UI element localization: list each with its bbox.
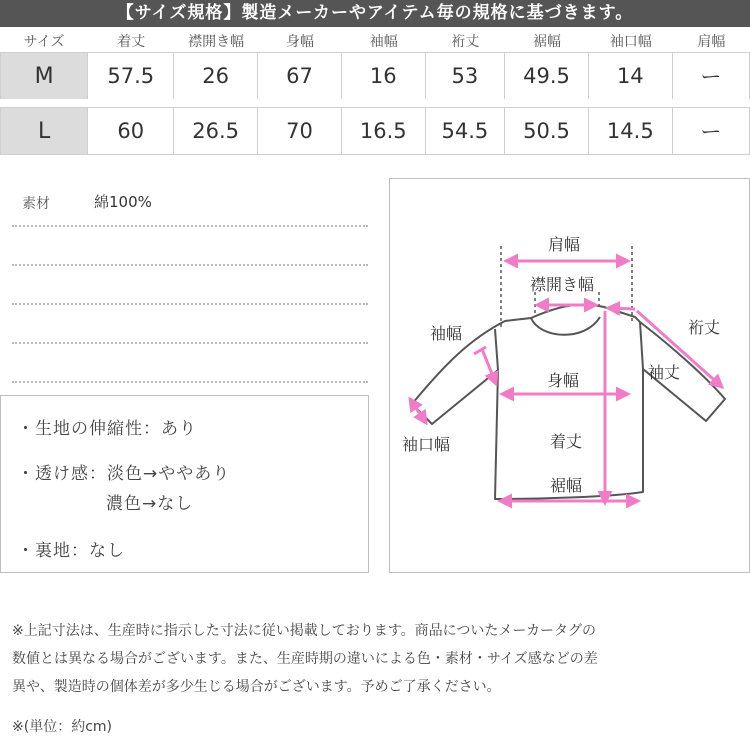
neckline <box>531 317 600 335</box>
seam-line <box>495 329 498 370</box>
cuff-width-arrow <box>410 399 426 423</box>
note-line: ※上記寸法は、生産時に指示した寸法に従い掲載しております。商品についたメーカータグの <box>12 623 597 639</box>
table-cell: 60 <box>88 107 174 155</box>
label-yuki-length: 裄丈 <box>688 318 721 337</box>
yuki-arrow-start <box>608 308 635 309</box>
size-spec-title: 【サイズ規格】製造メーカーやアイテム毎の規格に基づきます。 <box>0 0 750 27</box>
table-cell: 54.5 <box>426 107 505 155</box>
disclaimer-note <box>12 617 740 701</box>
table-cell: 67 <box>258 52 342 99</box>
size-label-m: M <box>0 52 88 99</box>
table-row <box>0 52 750 99</box>
table-cell: 14.5 <box>589 107 673 155</box>
table-cell: 14 <box>589 52 673 99</box>
empty-row <box>12 305 368 344</box>
label-body-width: 身幅 <box>547 371 580 390</box>
table-cell: ー <box>673 107 750 155</box>
material-row <box>12 188 368 227</box>
label-sleeve-width: 袖幅 <box>430 324 463 343</box>
size-table-header-row <box>0 30 750 52</box>
header-hem-width: 裾幅 <box>533 34 561 50</box>
unit-note: ※(単位：約cm) <box>12 719 112 735</box>
table-cell: 50.5 <box>505 107 589 155</box>
seam-line <box>640 322 643 369</box>
label-neck-width: 襟開き幅 <box>530 275 595 294</box>
label-sleeve-length: 袖丈 <box>648 363 681 382</box>
table-cell: 26.5 <box>174 107 258 155</box>
sheer-property-dark: 濃色→なし <box>106 494 194 514</box>
table-cell: 16.5 <box>342 107 426 155</box>
size-table <box>0 30 750 155</box>
stretch-property: ・生地の伸縮性：あり <box>17 419 197 439</box>
table-cell: 70 <box>258 107 342 155</box>
empty-row <box>12 227 368 266</box>
table-cell: 26 <box>174 52 258 99</box>
label-hem-width: 裾幅 <box>550 476 583 495</box>
empty-row <box>12 344 368 383</box>
note-line: 数値とは異なる場合がございます。また、生産時期の違いによる色・素材・サイズ感などの差 <box>12 651 598 667</box>
table-cell: 49.5 <box>505 52 589 99</box>
header-length: 着丈 <box>117 34 146 50</box>
fabric-properties-box <box>0 395 369 573</box>
material-section <box>12 188 368 383</box>
empty-row <box>12 266 368 305</box>
table-cell: 16 <box>342 52 426 99</box>
table-row <box>0 107 750 155</box>
material-key: 素材 <box>22 196 50 212</box>
sheer-property: ・透け感：淡色→ややあり <box>17 464 231 484</box>
header-sleeve-width: 袖幅 <box>369 34 398 50</box>
size-label-l: L <box>0 107 88 155</box>
label-shoulder-width: 肩幅 <box>548 235 581 254</box>
material-value: 綿100% <box>94 193 152 211</box>
header-cuff-width: 袖口幅 <box>609 34 652 50</box>
header-body-width: 身幅 <box>285 34 314 50</box>
header-shoulder-width: 肩幅 <box>697 34 726 50</box>
shirt-diagram <box>390 179 750 574</box>
table-cell: 53 <box>426 52 505 99</box>
label-length: 着丈 <box>550 432 583 451</box>
table-cell: 57.5 <box>88 52 174 99</box>
measurement-diagram <box>389 178 750 573</box>
header-neck-width: 襟開き幅 <box>188 34 245 50</box>
header-corner: サイズ <box>23 34 65 50</box>
note-line: 異や、製造時の個体差が多少生じる場合がございます。予めご了承ください。 <box>12 679 501 695</box>
label-cuff-width: 袖口幅 <box>402 435 451 454</box>
header-yuki-length: 裄丈 <box>451 34 480 50</box>
sleeve-width-arrow <box>482 349 496 384</box>
table-cell: ー <box>673 52 750 99</box>
lining-property: ・裏地：なし <box>17 541 125 561</box>
